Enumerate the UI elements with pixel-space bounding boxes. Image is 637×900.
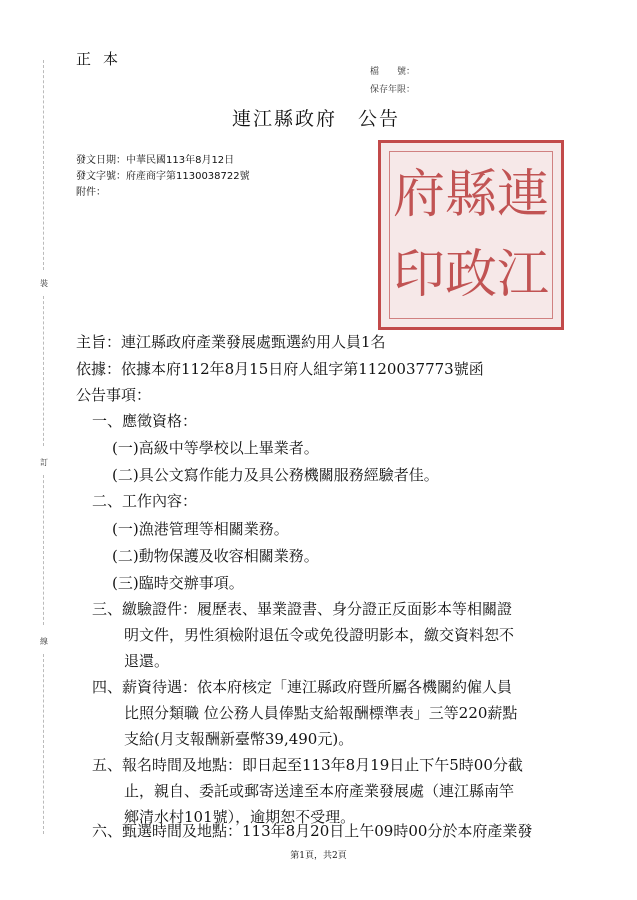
section-selection: 六、甄選時間及地點：113年8月20日上午09時00分於本府產業發 (92, 822, 533, 840)
section-documents: 三、繳驗證件：履歷表、畢業證書、身分證正反面影本等相關證 (92, 600, 513, 618)
binding-line (43, 296, 44, 446)
section-registration: 五、報名時間及地點：即日起至113年8月19日止下午5時00分截 (92, 756, 523, 774)
section-documents-cont: 明文件，男性須檢附退伍令或免役證明影本，繳交資料恕不 (124, 626, 515, 644)
attachment-label: 附件： (76, 187, 106, 198)
copy-mark: 正本 (76, 50, 131, 68)
section-registration-cont: 止，親自、委託或郵寄送達至本府產業發展處（連江縣南竿 (124, 782, 515, 800)
section-salary: 四、薪資待遇：依本府核定「連江縣政府暨所屬各機關約僱人員 (92, 678, 513, 696)
official-seal (378, 140, 564, 330)
binding-line (43, 654, 44, 834)
page-footer: 第1頁，共2頁 (290, 851, 347, 861)
job-item: (三)臨時交辦事項。 (112, 574, 244, 592)
binding-mark-middle: 訂 (40, 458, 48, 467)
binding-line (43, 60, 44, 270)
job-item: (二)動物保護及收容相關業務。 (112, 547, 319, 565)
seal-characters (393, 155, 549, 315)
document-number: 發文字號：府產商字第1130038722號 (76, 171, 250, 182)
section-registration-cont: 鄉清水村101號），逾期恕不受理。 (124, 808, 356, 826)
qualification-item: (一)高級中等學校以上畢業者。 (112, 439, 319, 457)
seal-char: 連 (496, 165, 549, 225)
seal-char: 印 (392, 245, 445, 305)
seal-char: 府 (392, 165, 445, 225)
seal-char: 政 (444, 245, 497, 305)
section-salary-cont: 支給(月支報酬新臺幣39,490元)。 (124, 730, 354, 748)
qualification-item: (二)具公文寫作能力及具公務機關服務經驗者佳。 (112, 466, 439, 484)
basis-line: 依據：依據本府112年8月15日府人組字第1120037773號函 (76, 360, 484, 378)
subject-line: 主旨：連江縣政府產業發展處甄選約用人員1名 (76, 333, 386, 351)
binding-mark-bottom: 線 (40, 637, 48, 646)
retention-period-label: 保存年限： (370, 85, 416, 95)
seal-char: 縣 (444, 165, 497, 225)
section-salary-cont: 比照分類職 位公務人員俸點支給報酬標準表」三等220薪點 (124, 704, 518, 722)
issue-date: 發文日期：中華民國113年8月12日 (76, 155, 235, 166)
section-qualifications: 一、應徵資格： (92, 412, 198, 430)
seal-char: 江 (496, 245, 549, 305)
binding-mark-top: 裝 (40, 279, 48, 288)
section-job-content: 二、工作內容： (92, 492, 198, 510)
section-documents-cont: 退還。 (124, 652, 170, 670)
binding-line (43, 475, 44, 625)
job-item: (一)漁港管理等相關業務。 (112, 520, 289, 538)
document-title: 連江縣政府 公告 (232, 108, 401, 130)
announcement-heading: 公告事項： (76, 386, 152, 404)
archive-number-label: 檔 號： (370, 67, 416, 77)
